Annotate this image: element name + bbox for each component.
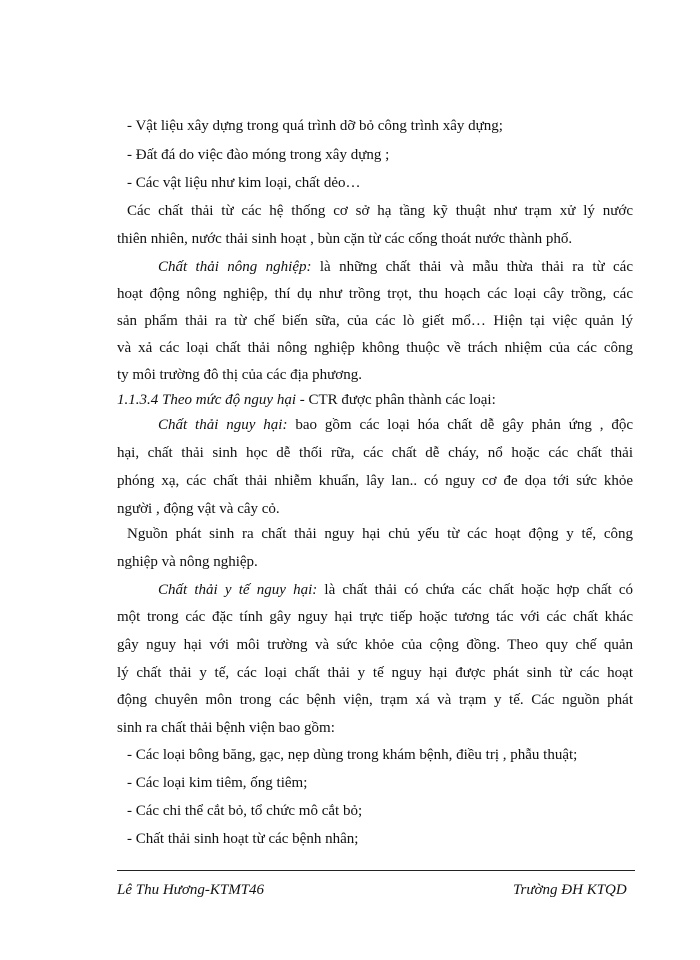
footer-divider [117,870,635,871]
paragraph-medical-line-1 [158,580,633,600]
section-heading-rest: - CTR được phân thành các loại: [296,392,496,408]
medical-waste-definition: là chất thải có chứa các chất hoặc hợp chất có [317,582,634,598]
section-heading-hazard-level [117,390,496,410]
bullet-construction-materials: - Vật liệu xây dựng trong quá trình dỡ bỏ công trình xây dựng; [127,118,503,134]
paragraph-agricultural-line-1 [158,257,633,277]
paragraph-medical-line-2: một trong các đặc tính gây nguy hại trực tiếp hoặc tương tác với các chất khác [117,609,633,625]
bullet-patient-domestic-waste: - Chất thải sinh hoạt từ các bệnh nhân; [127,831,359,847]
paragraph-sources-line-1: Nguồn phát sinh ra chất thải nguy hại chủ yếu từ các hoạt động y tế, công [127,526,633,542]
paragraph-agricultural-line-4: và xả các loại chất thải nông nghiệp không thuộc về trách nhiệm của các công [117,340,633,356]
agricultural-waste-definition: là những chất thải và mẫu thừa thải ra từ các [311,259,633,275]
hazardous-waste-definition: bao gồm các loại hóa chất dễ gây phản ứng , độc [287,417,634,433]
paragraph-medical-line-6: sinh ra chất thải bệnh viện bao gồm: [117,720,335,736]
paragraph-infrastructure-line-2: thiên nhiên, nước thải sinh hoạt , bùn cặn từ các cống thoát nước thành phố. [117,231,573,247]
paragraph-medical-line-4: lý chất thải y tế, các loại chất thải y tế nguy hại được phát sinh từ các hoạt [117,665,633,681]
bullet-metals-plastics: - Các vật liệu như kim loại, chất dẻo… [127,175,361,191]
bullet-excavation-soil: - Đất đá do việc đào móng trong xây dựng ; [127,147,390,163]
bullet-amputated-tissue: - Các chi thể cắt bỏ, tổ chức mô cắt bỏ; [127,803,363,819]
paragraph-hazardous-line-3: phóng xạ, các chất thải nhiễm khuẩn, lây lan.. có nguy cơ đe dọa tới sức khỏe [117,473,633,489]
paragraph-agricultural-line-5: ty môi trường đô thị của các địa phương. [117,367,362,383]
section-heading-number-title: 1.1.3.4 Theo mức độ nguy hại [117,392,296,408]
footer-institution: Trường ĐH KTQD [513,882,627,898]
paragraph-hazardous-line-4: người , động vật và cây cỏ. [117,501,280,517]
agricultural-waste-term: Chất thải nông nghiệp: [158,259,312,275]
footer-author: Lê Thu Hương-KTMT46 [117,882,265,898]
paragraph-infrastructure-line-1: Các chất thải từ các hệ thống cơ sở hạ tầng kỹ thuật như trạm xử lý nước [127,203,633,219]
paragraph-medical-line-3: gây nguy hại với môi trường và sức khỏe của cộng đồng. Theo quy chế quản [117,637,633,653]
paragraph-agricultural-line-2: hoạt động nông nghiệp, thí dụ như trồng trọt, thu hoạch các loại cây trồng, các [117,286,633,302]
paragraph-sources-line-2: nghiệp và nông nghiệp. [117,554,258,570]
paragraph-medical-line-5: động chuyên môn trong các bệnh viện, trạm xá và trạm y tế. Các nguồn phát [117,692,633,708]
medical-waste-term: Chất thải y tế nguy hại: [158,582,318,598]
paragraph-hazardous-line-1 [158,415,633,435]
bullet-needles-syringes: - Các loại kim tiêm, ống tiêm; [127,775,308,791]
paragraph-agricultural-line-3: sản phẩm thải ra từ chế biến sữa, của các lò giết mổ… Hiện tại việc quản lý [117,313,633,329]
hazardous-waste-term: Chất thải nguy hại: [158,417,288,433]
bullet-bandages-gauze: - Các loại bông băng, gạc, nẹp dùng trong khám bệnh, điều trị , phẫu thuật; [127,747,578,763]
paragraph-hazardous-line-2: hại, chất thải sinh học dễ thối rữa, các chất dễ cháy, nổ hoặc các chất thải [117,445,633,461]
